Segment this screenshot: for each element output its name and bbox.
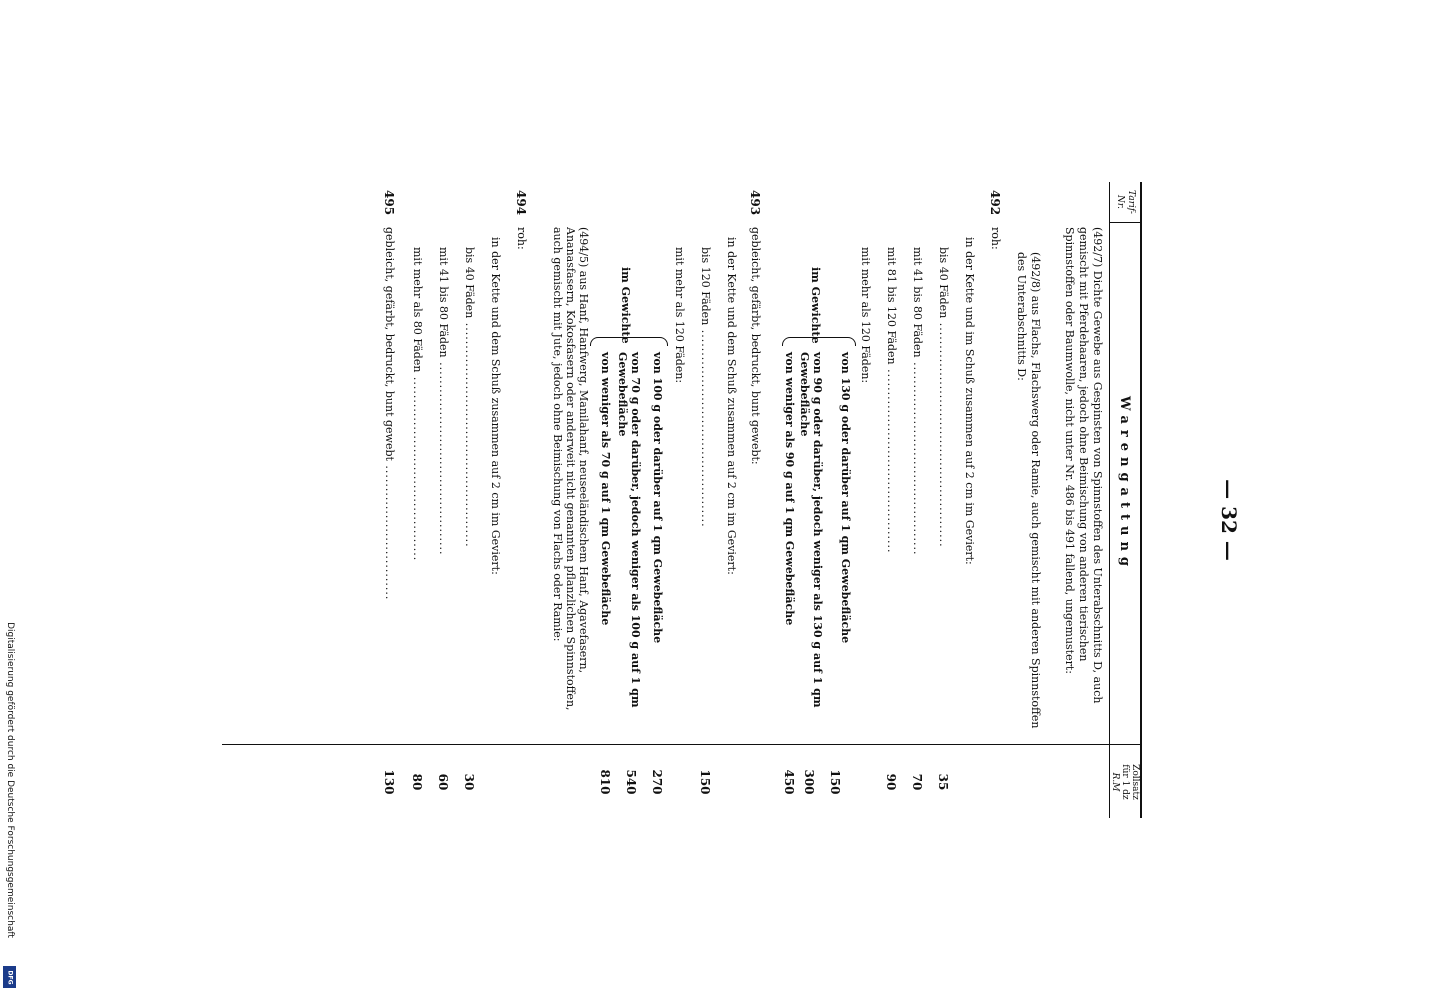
column-divider [222, 744, 1112, 745]
header-zollsatz [1110, 744, 1140, 819]
label-kette-schuss-2: in der Kette und dem Schuß zusammen auf 2 cm im Geviert: [725, 237, 738, 575]
brace-493 [590, 337, 668, 346]
value-300: 300 [802, 769, 816, 795]
label-g90: von 90 g oder darüber, jedoch weniger als 130 g auf 1 qm Gewebefläche [798, 352, 824, 708]
label-81-120: mit 81 bis 120 Fäden ......................................... [885, 247, 898, 554]
tarif-nr-495: 495 [382, 190, 396, 216]
value-810: 810 [598, 769, 612, 795]
tariff-table-area [222, 182, 1142, 818]
value-80: 80 [410, 773, 424, 791]
value-70: 70 [910, 773, 924, 791]
tariff-table [222, 182, 1142, 818]
label-bis-40-b: bis 40 Fäden .................................................. [463, 247, 476, 548]
header-zoll-label-2: für 1 dz [1120, 764, 1130, 800]
label-gless70: von weniger als 70 g auf 1 qm Gewebefläche [599, 352, 612, 626]
header-nr-label-2: Nr. [1115, 194, 1125, 210]
label-im-gewichte-2: im Gewichte [619, 267, 632, 344]
label-roh-2: roh: [515, 227, 528, 250]
label-g130: von 130 g oder darüber auf 1 qm Gewebefläche [839, 352, 852, 644]
label-gebleicht-2: gebleicht, gefärbt, bedruckt, bunt gewebt .............................. [383, 227, 396, 601]
label-gless90: von weniger als 90 g auf 1 qm Gewebefläche [783, 352, 796, 626]
tarif-nr-493: 493 [748, 190, 762, 216]
label-roh: roh: [989, 227, 1002, 250]
header-warengattung: Warengattung [1110, 222, 1140, 745]
label-bis-120: bis 120 Fäden ............................................ [699, 247, 712, 528]
digitization-note: Digitalisierung gefördert durch die Deutsche Forschungsgemeinschaft [5, 622, 16, 938]
value-30: 30 [462, 773, 476, 791]
value-60: 60 [436, 773, 450, 791]
value-130: 130 [382, 769, 396, 795]
value-150-b: 150 [698, 769, 712, 795]
tarif-nr-492: 492 [988, 190, 1002, 216]
value-35: 35 [936, 773, 950, 791]
page-number: — 32 — [1217, 479, 1242, 561]
value-270: 270 [650, 769, 664, 795]
value-540: 540 [624, 769, 638, 795]
note-494-5: (494/5) aus Hanf, Hanfwerg, Manilahanf, neuseeländischem Hanf, Agavefasern, Ananasfasern, Kokosfasern oder anderweit nicht genannten pflanzlichen Spinnstoffen, auch gemischt mit Jute, jedoch ohne Beimischung von Flachs oder Ramie: [551, 227, 590, 711]
dfg-logo: DFG [3, 966, 16, 988]
label-kette-schuss-3: in der Kette und dem Schuß zusammen auf 2 cm im Geviert: [489, 237, 502, 575]
header-tarif-nr [1110, 182, 1140, 222]
value-90: 90 [884, 773, 898, 791]
value-150-a: 150 [828, 769, 842, 795]
label-mehr-120-b: mit mehr als 120 Fäden: [673, 247, 686, 384]
label-kette-schuss: in der Kette und im Schuß zusammen auf 2 cm im Geviert: [963, 237, 976, 565]
value-450: 450 [782, 769, 796, 795]
header-zoll-unit: R.M [1110, 772, 1120, 792]
label-41-80-b: mit 41 bis 80 Fäden ........................................... [437, 247, 450, 556]
label-mehr-120: mit mehr als 120 Fäden: [859, 247, 872, 384]
brace-492 [782, 337, 856, 346]
table-header [1109, 182, 1142, 818]
header-nr-label: Tarif- [1126, 190, 1136, 214]
header-zoll-label: Zollsatz [1130, 764, 1140, 800]
label-g100: von 100 g oder darüber auf 1 qm Gewebefläche [651, 352, 664, 644]
label-bis-40: bis 40 Fäden .................................................. [937, 247, 950, 548]
label-g70: von 70 g oder darüber, jedoch weniger als 100 g auf 1 qm Gewebefläche [616, 352, 642, 708]
note-492-8: (492/8) aus Flachs, Flachswerg oder Ramie, auch gemischt mit anderen Spinnstoffen des Unterabschnitts D: [1015, 252, 1042, 729]
label-mehr-80: mit mehr als 80 Fäden ......................................... [411, 247, 424, 562]
tarif-nr-494: 494 [514, 190, 528, 216]
label-im-gewichte: im Gewichte [809, 267, 822, 344]
label-41-80: mit 41 bis 80 Fäden ........................................... [911, 247, 924, 556]
note-492-7: (492/7) Dichte Gewebe aus Gespinsten von Spinnstoffen des Unterabschnitts D, auch gemischt mit Pferdehaaren, jedoch ohne Beimischung von anderen tierischen Spinnstoffen oder Baumwolle, nicht unter Nr. 486 bis 491 fallend, ungemustert: [1063, 227, 1104, 704]
label-gebleicht: gebleicht, gefärbt, bedruckt, bunt gewebt: [749, 227, 762, 465]
